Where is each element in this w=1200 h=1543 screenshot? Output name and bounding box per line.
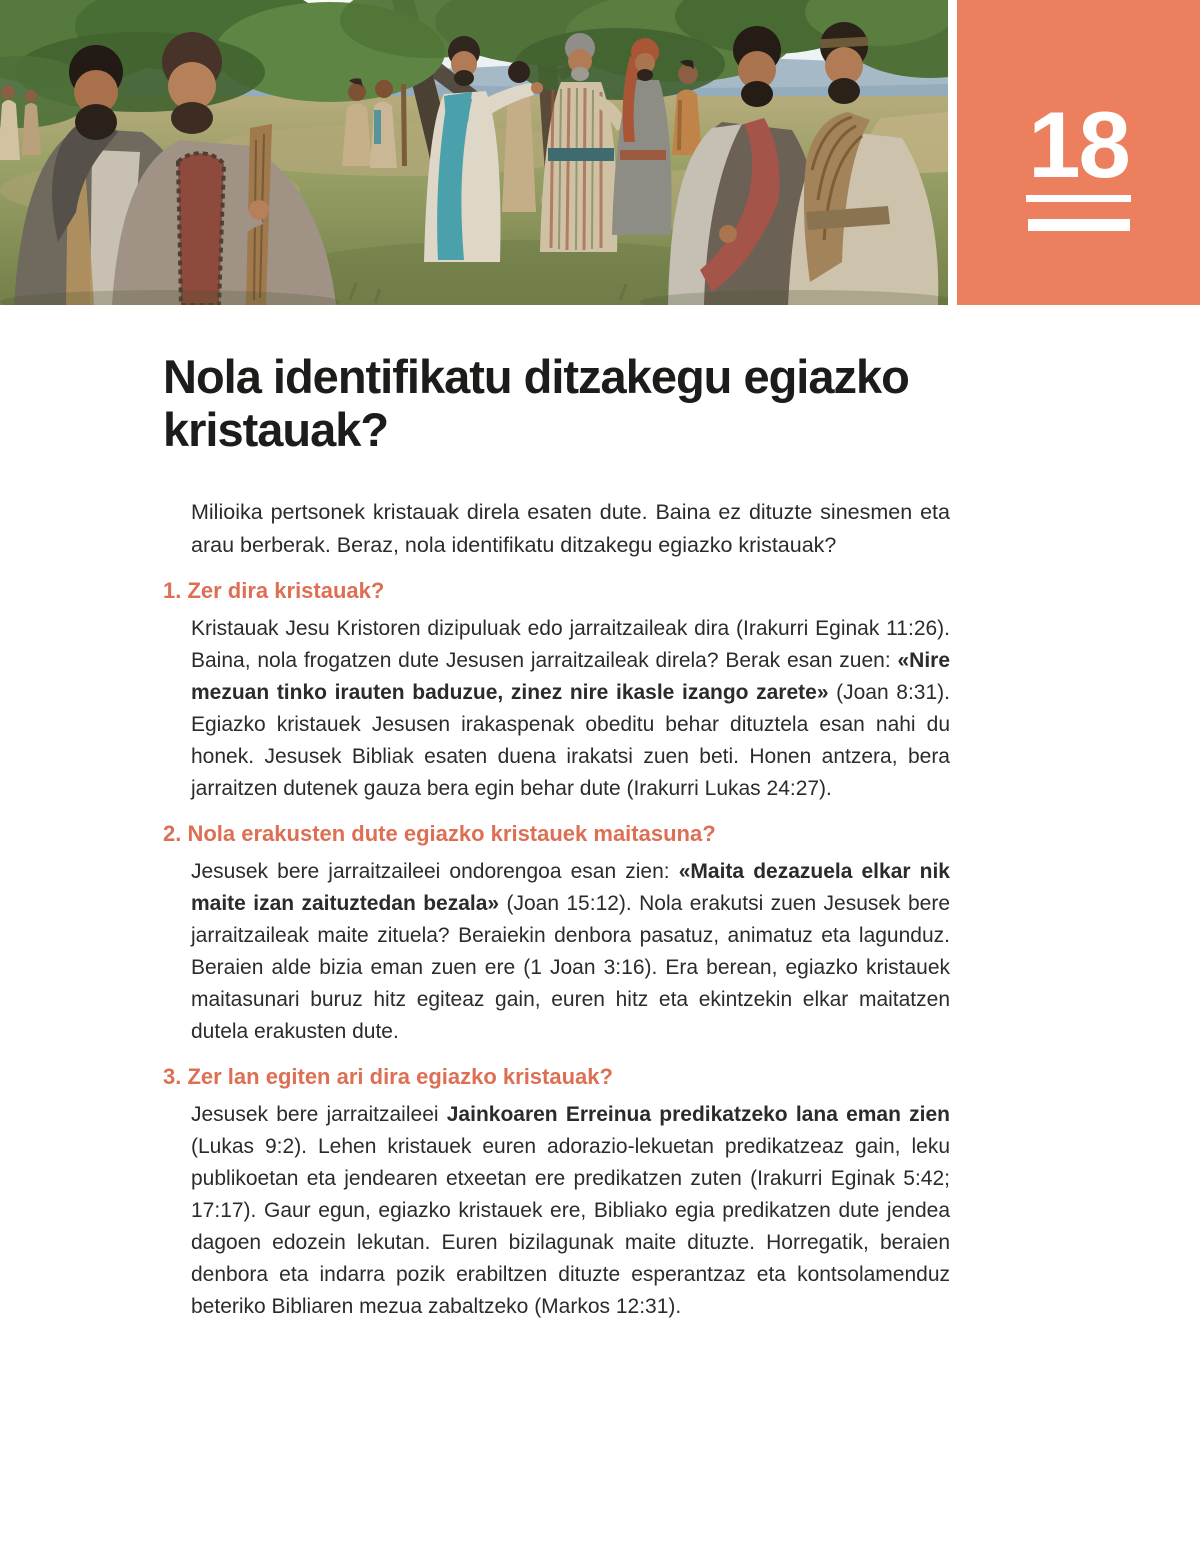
section-2-heading: 2. Nola erakusten dute egiazko kristauek maitasuna? [163, 821, 716, 846]
section-3 [163, 1064, 950, 1323]
page-header [0, 0, 1200, 305]
section-3-heading: 3. Zer lan egiten ari dira egiazko kristauak? [163, 1064, 613, 1089]
section-2-body: Jesusek bere jarraitzaileei ondorengoa esan zien: «Maita dezazuela elkar nik maite izan zaituztedan bezala» (Joan 15:12). Nola erakutsi zuen Jesusek bere jarraitzaileak maite zituela? Beraiekin denbora pasatuz, animatuz eta lagunduz. Beraien alde bizia eman zuen ere (1 Joan 3:16). Era berean, egiazko kristauek maitasunari buruz hitz egiteaz gain, euren hitz eta ekintzekin elkar maitatzen dutela erakusten dute. [191, 860, 950, 1043]
lesson-content [0, 350, 1200, 1323]
header-photo [0, 0, 948, 305]
chapter-underline-bar [1028, 219, 1130, 231]
chapter-number-block [957, 0, 1200, 305]
section-3-body: Jesusek bere jarraitzaileei Jainkoaren Erreinua predikatzeko lana eman zien (Lukas 9:2). Lehen kristauek euren adorazio-lekuetan predikatzeaz gain, leku publikoetan eta jendearen etxeetan ere predikatzen zuten (Irakurri Eginak 5:42; 17:17). Gaur egun, egiazko kristauek ere, Bibliako egia predikatzen dute jendea dagoen edozein lekutan. Euren bizilagunak maite dituzte. Horregatik, beraien denbora eta indarra pozik erabiltzen dituzte esperantzaz eta kontsolamenduz beteriko Bibliaren mezua zabaltzeko (Markos 12:31). [191, 1103, 950, 1318]
section-1-heading: 1. Zer dira kristauak? [163, 578, 385, 603]
section-1-body: Kristauak Jesu Kristoren dizipuluak edo jarraitzaileak dira (Irakurri Eginak 11:26). Baina, nola frogatzen dute Jesusen jarraitzaileak direla? Berak esan zuen: «Nire mezuan tinko irauten baduzue, zinez nire ikasle izango zarete» (Joan 8:31). Egiazko kristauek Jesusen irakaspenak obeditu behar dituztela esan nahi du honek. Jesusek Bibliak esaten duena irakatsi zuen beti. Honen antzera, bera jarraitzen dutenek gauza bera egin behar dute (Irakurri Lukas 24:27). [191, 617, 950, 800]
chapter-number: 18 [1026, 98, 1131, 202]
section-2 [163, 821, 950, 1048]
page-title: Nola identifikatu ditzakegu egiazko kristauak? [163, 350, 909, 456]
header-gutter [948, 0, 957, 305]
section-1 [163, 578, 950, 805]
header-photo-illustration [0, 0, 948, 305]
intro-paragraph: Milioika pertsonek kristauak direla esaten dute. Baina ez dituzte sinesmen eta arau berberak. Beraz, nola identifikatu ditzakegu egiazko kristauak? [191, 500, 950, 557]
